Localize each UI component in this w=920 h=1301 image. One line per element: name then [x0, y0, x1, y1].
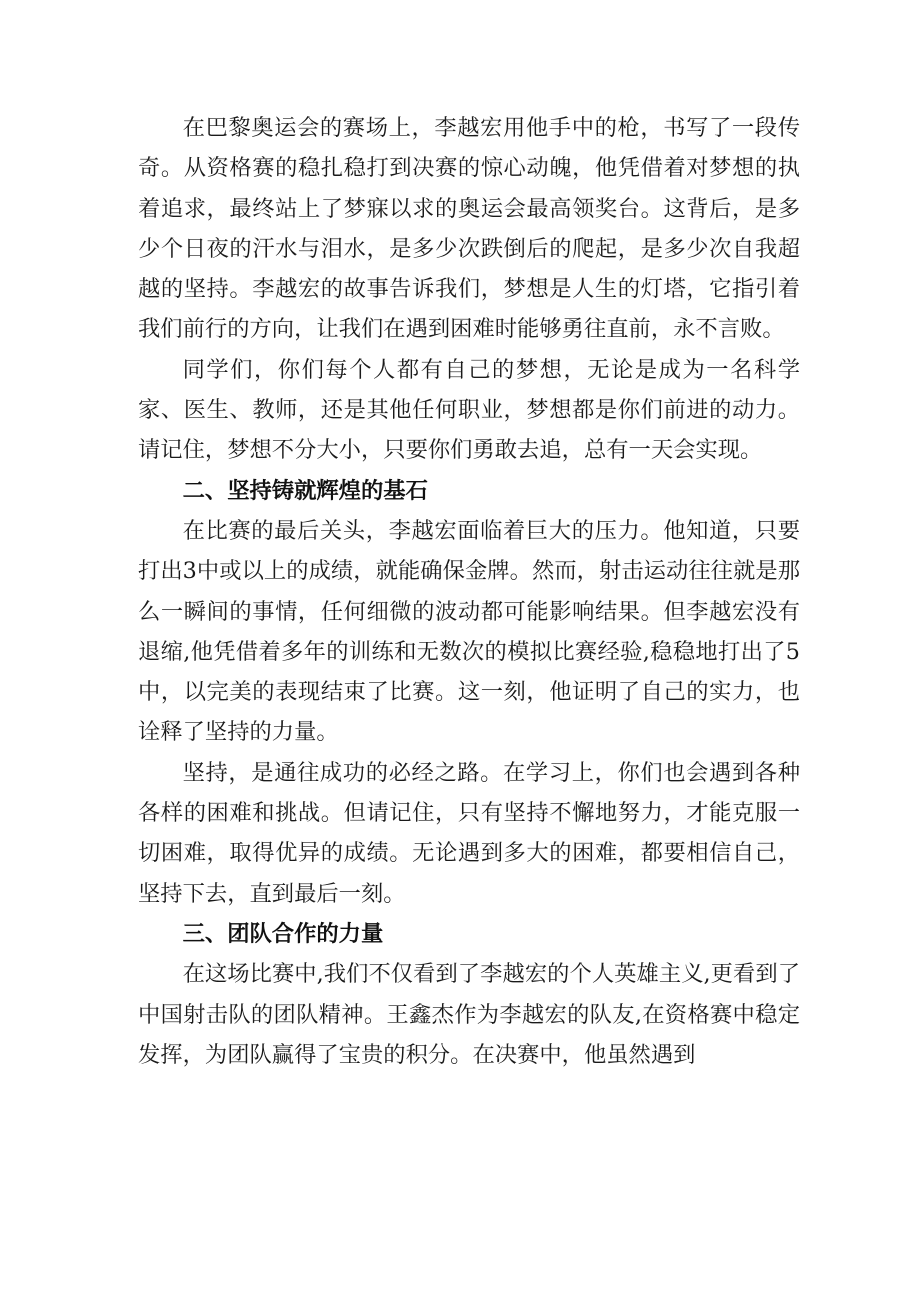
paragraph-persistence-study: 坚持，是通往成功的必经之路。在学习上，你们也会遇到各种各样的困难和挑战。但请记住，只有坚持不懈地努力，才能克服一切困难，取得优异的成绩。无论遇到多大的困难，都要相信自己，坚持下去，直到最后一刻。: [138, 759, 800, 907]
section-heading-persistence: 二、坚持铸就辉煌的基石: [182, 477, 428, 504]
section-heading-teamwork: 三、团队合作的力量: [182, 920, 384, 947]
paragraph-dream-legend: 在巴黎奥运会的赛场上，李越宏用他手中的枪，书写了一段传奇。从资格赛的稳扎稳打到决赛的惊心动魄，他凭借着对梦想的执着追求，最终站上了梦寐以求的奥运会最高领奖台。这背后，是多少个日夜的汗水与泪水，是多少次跌倒后的爬起，是多少次自我超越的坚持。李越宏的故事告诉我们，梦想是人生的灯塔，它指引着我们前行的方向，让我们在遇到困难时能够勇往直前，永不言败。: [138, 115, 800, 343]
paragraph-team-spirit: 在这场比赛中,我们不仅看到了李越宏的个人英雄主义,更看到了中国射击队的团队精神。王鑫杰作为李越宏的队友,在资格赛中稳定发挥，为团队赢得了宝贵的积分。在决赛中，他虽然遇到: [138, 961, 800, 1068]
paragraph-final-moment: 在比赛的最后关头，李越宏面临着巨大的压力。他知道，只要打出3中或以上的成绩，就能确保金牌。然而，射击运动往往就是那么一瞬间的事情，任何细微的波动都可能影响结果。但李越宏没有退缩,他凭借着多年的训练和无数次的模拟比赛经验,稳稳地打出了5中，以完美的表现结束了比赛。这一刻，他证明了自己的实力，也诠释了坚持的力量。: [138, 517, 800, 746]
paragraph-students-dreams: 同学们，你们每个人都有自己的梦想，无论是成为一名科学家、医生、教师，还是其他任何职业，梦想都是你们前进的动力。请记住，梦想不分大小，只要你们勇敢去追，总有一天会实现。: [138, 356, 800, 464]
